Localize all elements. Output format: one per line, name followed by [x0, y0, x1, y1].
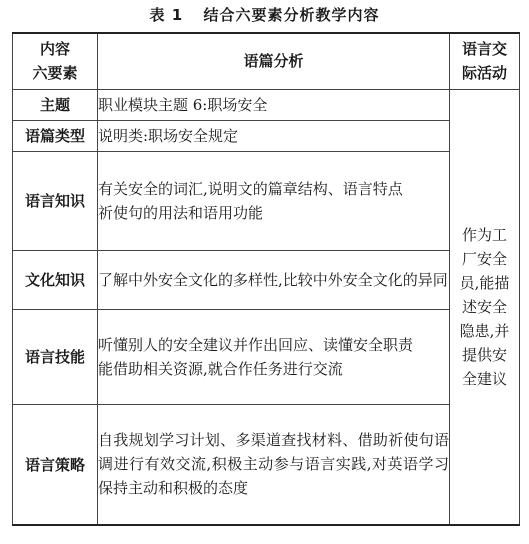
analysis-cell — [98, 151, 450, 250]
analysis-line: 自我规划学习计划、多渠道查找材料、借助祈使句语调进行有效交流,积极主动参与语言实践,对英语学习保持主动和积极的态度 — [98, 431, 449, 498]
header-elements-line: 内容 — [39, 40, 70, 59]
table-row — [13, 89, 520, 120]
table-row — [13, 120, 520, 151]
analysis-cell — [98, 309, 450, 404]
table-title: 结合六要素分析教学内容 — [203, 6, 380, 24]
activity-line: 述安全 — [461, 297, 507, 316]
activity-cell — [450, 89, 520, 525]
element-label: 语言策略 — [13, 404, 98, 525]
header-elements-line: 六要素 — [32, 64, 78, 83]
header-analysis: 语篇分析 — [98, 33, 450, 89]
table-number: 表 1 — [149, 6, 184, 24]
element-label: 主题 — [13, 89, 98, 120]
table-row — [13, 309, 520, 404]
header-row — [13, 33, 520, 89]
element-label: 语言知识 — [13, 151, 98, 250]
table-row — [13, 250, 520, 309]
analysis-line: 有关安全的词汇,说明文的篇章结构、语言特点 — [98, 179, 403, 198]
analysis-cell — [98, 120, 450, 151]
activity-line: 作为工 — [461, 225, 507, 244]
element-label: 语言技能 — [13, 309, 98, 404]
table-row — [13, 404, 520, 525]
analysis-line: 说明类:职场安全规定 — [98, 126, 239, 145]
activity-line: 员,能描 — [459, 273, 510, 292]
analysis-line: 听懂别人的安全建议并作出回应、读懂安全职责 — [98, 335, 414, 354]
analysis-line: 能借助相关资源,就合作任务进行交流 — [98, 359, 343, 378]
activity-line: 全建议 — [461, 369, 507, 388]
table-caption — [0, 4, 529, 25]
content-analysis-table — [12, 32, 520, 526]
activity-line: 厂安全 — [461, 249, 507, 268]
header-activity — [450, 33, 520, 89]
element-label: 语篇类型 — [13, 120, 98, 151]
header-activity-line: 语言交 — [461, 40, 507, 59]
activity-line: 提供安 — [461, 345, 507, 364]
analysis-cell — [98, 250, 450, 309]
analysis-cell — [98, 89, 450, 120]
activity-line: 隐患,并 — [459, 321, 510, 340]
element-label: 文化知识 — [13, 250, 98, 309]
header-elements — [13, 33, 98, 89]
header-activity-line: 际活动 — [461, 64, 507, 83]
analysis-line: 职业模块主题 6:职场安全 — [98, 95, 268, 114]
analysis-line: 了解中外安全文化的多样性,比较中外安全文化的异同 — [98, 270, 448, 289]
table-row — [13, 151, 520, 250]
analysis-line: 祈使句的用法和语用功能 — [98, 203, 264, 222]
analysis-cell — [98, 404, 450, 525]
